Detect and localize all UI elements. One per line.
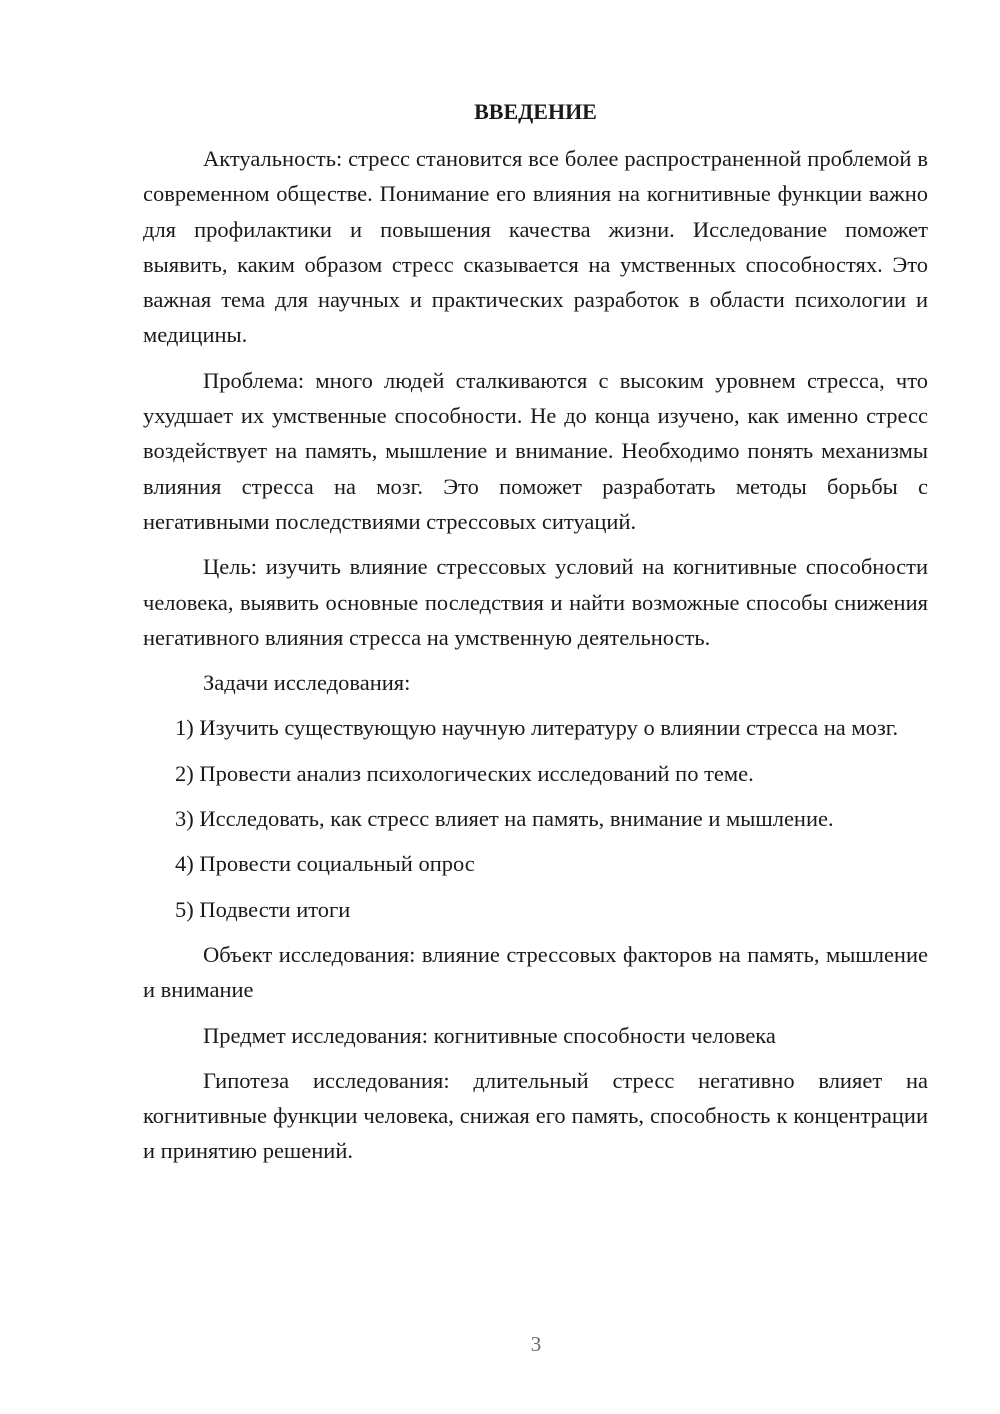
page-number: 3 (530, 1332, 542, 1356)
document-page (143, 94, 928, 1179)
goal-paragraph: Цель: изучить влияние стрессовых условий на когнитивные способности человека, выявить основные последствия и найти возможные способы снижения негативного влияния стресса на умственную деятельность. (143, 554, 928, 650)
task-item-3: 3) Исследовать, как стресс влияет на память, внимание и мышление. (175, 806, 834, 832)
hypothesis-paragraph: Гипотеза исследования: длительный стресс негативно влияет на когнитивные функции человека, снижая его память, способность к концентрации и принятию решений. (143, 1067, 928, 1164)
relevance-paragraph: Актуальность: стресс становится все более распространенной проблемой в современном обществе. Понимание его влияния на когнитивные функции важно для профилактики и повышения качества жизни. Исследование поможет выявить, каким образом стресс сказывается на умственных способностях. Это важная тема для научных и практических разработок в области психологии и медицины. (143, 146, 928, 348)
document-title: ВВЕДЕНИЕ (474, 99, 597, 124)
tasks-list (143, 710, 928, 926)
tasks-heading: Задачи исследования: (203, 670, 411, 696)
task-item-2: 2) Провести анализ психологических исследований по теме. (175, 760, 754, 786)
subject-paragraph: Предмет исследования: когнитивные способности человека (203, 1022, 776, 1048)
task-item-1: 1) Изучить существующую научную литературу о влиянии стресса на мозг. (175, 715, 899, 741)
task-item-4: 4) Провести социальный опрос (175, 851, 475, 877)
problem-paragraph: Проблема: много людей сталкиваются с высоким уровнем стресса, что ухудшает их умственные способности. Не до конца изучено, как именно стресс воздействует на память, мышление и внимание. Необходимо понять механизмы влияния стресса на мозг. Это поможет разработать методы борьбы с негативными последствиями стрессовых ситуаций. (143, 367, 928, 534)
task-item-5: 5) Подвести итоги (175, 896, 351, 922)
object-paragraph: Объект исследования: влияние стрессовых факторов на память, мышление и внимание (143, 941, 928, 1003)
